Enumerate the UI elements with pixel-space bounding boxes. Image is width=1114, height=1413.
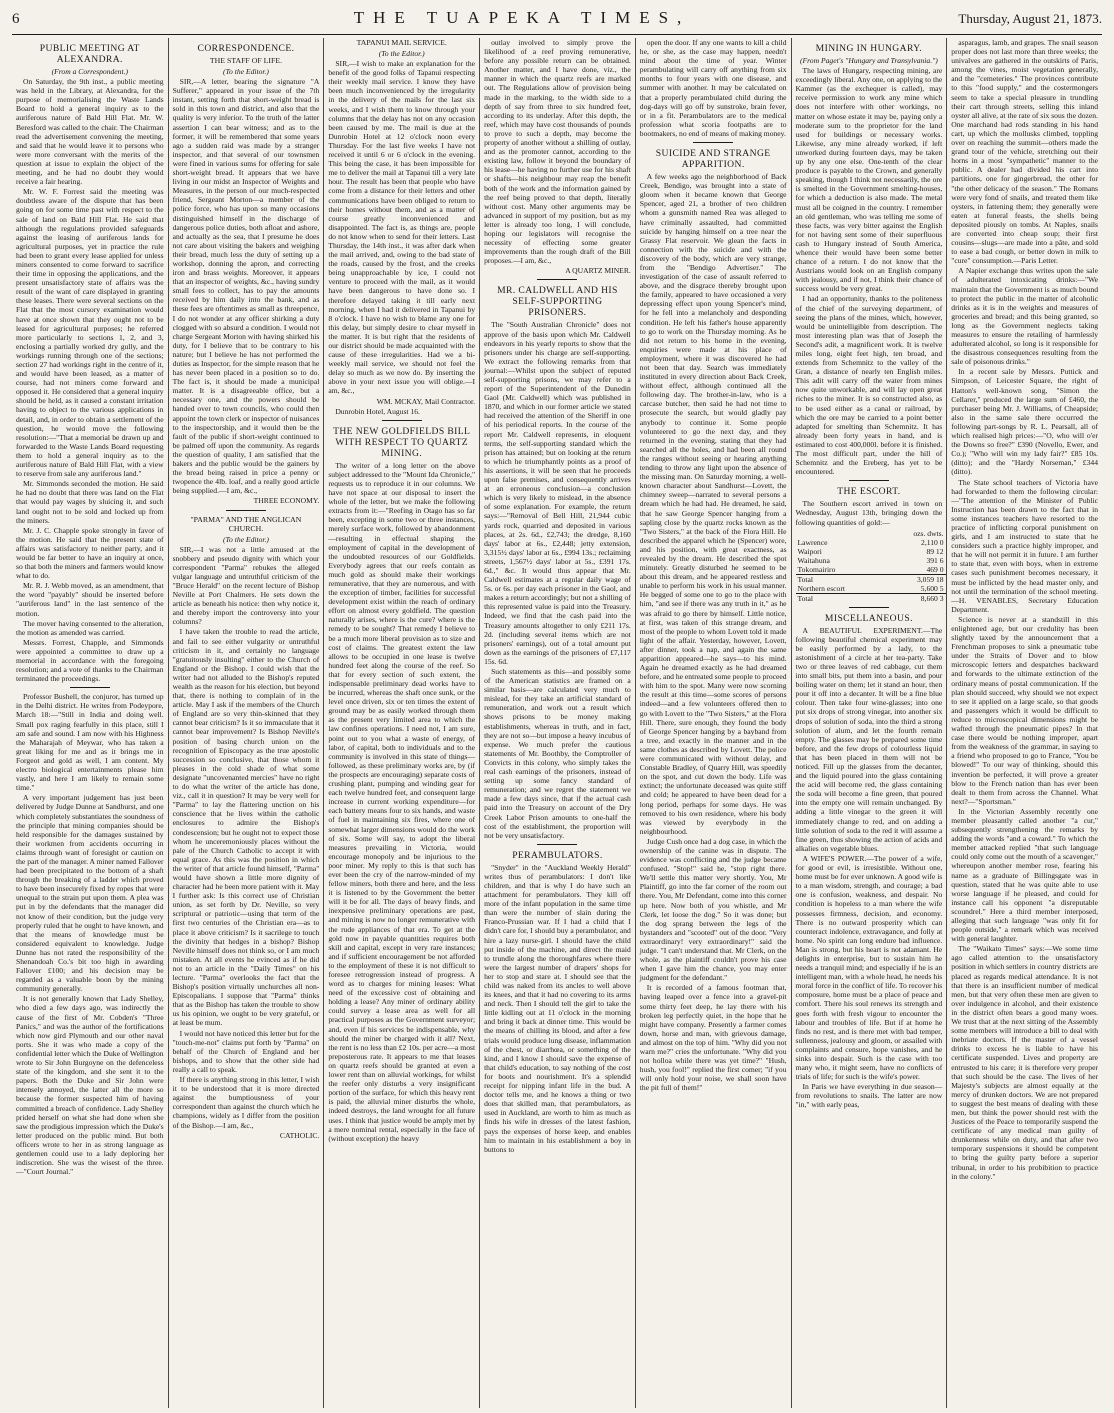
escort-value: 8,660 3 xyxy=(886,593,946,603)
article-paragraph: Mr. J. C. Chapple spoke strongly in favor of the motion. He said that the present state of affairs was satisfactory to neither party, and it would be far better to have an inquiry at once, so that both the miners and farmers would know what to do. xyxy=(16,525,164,581)
escort-table xyxy=(796,529,946,603)
article-subhead: "PARMA" AND THE ANGLICAN CHURCH. xyxy=(190,514,302,533)
article-subhead: TAPANUI MAIL SERVICE. xyxy=(356,38,447,47)
article-paragraph: I had an opportunity, thanks to the politeness of the chief of the surveying department, of seeing the plans of the mines, which, however, would be unintelligible from description. The most interesting plan was that of Joseph the Second's adit, a magnificent work. It is twelve miles long, eight feet high, ten broad, and extends from Schemnitz to the valley of the Gran, a distance of nearly ten English miles. This adit will carry off the water from mines now quite unworkable, and will lay open great riches to the miner. It is so constructed also, as to be used either as a canal or railroad, by which the ore may be carried to a point better adapted for smelting than Schemnitz. It has already been forty years in hand, and is estimated to cost 400,000l. before it is finished. The most difficult part, under the hill of Schemnitz and the Ereberg, has yet to be encountered. xyxy=(795,294,943,477)
article-signature: THREE ECONOMY. xyxy=(253,496,320,506)
article-byline: (To the Editor.) xyxy=(223,534,269,544)
article-paragraph: If there is anything strong in this letter, I wish it to be understood that it is more directed against the bumptiousness of your correspondent than against the church which he champions, widely as I differ from the position of the Bishop.—I am, &c., xyxy=(172,1075,320,1130)
article-paragraph: The writer of a long letter on the above subject addressed to the "Mount Ida Chronicle," requests us to reproduce it in our columns. We have not space at our disposal to insert the whole of the letter, but we make the following extracts from it:—"Reefing in Otago has so far been, excepting in some two or three instances, merely surface work, followed by abandonment—resulting in effectual shaping the employment of capital in the development of the undoubted resources of our Goldfields. Everybody agrees that our reefs contain as much gold as should make their workings remunerative, that they are numerous, and with the exception of timber, facilities for successful development exist within the reach of ordinary effort on almost every goldfield. The question naturally arises, where is the cure? where is the remedy to be sought? That remedy I believe to be a much more liberal provision as to size and cost of claims. The greatest extent the law allows to be occupied in one lease is twelve hundred feet along the course of the reef. So that for every section of such extent, the indispensable preliminary dead works have to be incurred, whereas the shaft once sunk, or the level once driven, six or ten times the extent of ground may be as easily worked through them as the present very limited area to which the law confines operations. I need not, I am sure, point out to you what a waste of energy, of labor, of capital, both to individuals and to the community is involved in this state of things—followed, as these preliminary works are, by (if the prospects are encouraging) separate costs of crushing plant, pumping and winding gear for each twelve hundred feet, and consequent large increase in current working expenditure—for each battery means four to six hands, and waste of fuel in maintaining six fires, where one of somewhat larger dimensions would do the work of six. Some will say, to adopt the liberal measures prevailing in Victoria, would encourage monopoly and be injurious to the poor miner. My reply to this is that such has ever been the cry of the narrow-minded of my fellow miners, both there and here, and the less it is listened to by the Government the better will it be for all. The days of heavy finds, and inexpensive preliminary operations are past, and mining is now no longer remunerative with the rude appliances of that era. To get at the gold now in payable quantities requires both skill and capital, except in very rare instances; and if sufficient encouragement be not afforded to the employment of these it is not difficult to foresee retrogression instead of progress. A word as to charges for mining leases: What need of the excessive cost of obtaining and holding a lease? Any miner of ordinary ability could survey a lease area as well for all practical purposes as the Government surveyor; and, even if his services be indispensable, why should the miner be charged with it all? Next, the rent is no less than £2 10s. per acre—a most preposterous rate. It appears to me that leases on quartz reefs should be granted at even a lower rent than on alluvial workings, for whilst the reefer only disturbs a very insignificant portion of the surface, for which this heavy rent is paid, the alluvial miner disturbs the whole, indeed destroys, the land wrought for all future uses. I think that justice would be amply met by a mere nominal rental, especially in the face of (without exception) the heavy xyxy=(328,460,476,1143)
section-divider xyxy=(693,142,733,143)
article-paragraph: On Saturday, the 9th inst., a public meeting was held in the Library, at Alexandra, for the purpose of memorialising the Waste Lands Board to hold a general inquiry as to the auriferous nature of Bald Hill Flat. Mr. W. Beresford was called to the chair. The Chairman read the advertisement convening the meeting, and said that he would leave it to persons who were more conversant with the merits of the question at issue to explain the object of the meeting, and he had no doubt they would receive a fair hearing. xyxy=(16,77,164,187)
article-paragraph: Science is never at a standstill in this enlightened age, but our credulity has been slightly taxed by the announcement that a Frenchman proposes to sink a pneumatic tube under the Straits of Dover and to blow microscopic letters and despatches backward and forwards to the ultimate extinction of the ordinary means of postal communication. If the plan should succeed, why should we not expect to see it applied on a large scale, so that goods and passengers which it would be difficult to reduce to microscopical dimensions might be wafted through the pneumatic pipes? In that case there would be nothing improper, apart from the weakness of the grammar, in saying to a friend who proposed to go to France, "You be blowed!" To our way of thinking, should this invention be perfected, it will prove a greater blow to the French nation than has ever been dealt to them from across the Channel. What next?—"Sportsman." xyxy=(951,614,1098,806)
article-paragraph: The "Waikato Times" says:—We some time ago called attention to the unsatisfactory position in which settlers in country districts are placed as regards medical attendance. It is not that there is an insufficient number of medical men, but that very often these men are given to over indulgence in alcohol, and their existence in the district often bears a good many woes. We trust that at the next sitting of the Assembly some members will introduce a bill to deal with inebriate doctors. If the master of a vessel drinks to excess he is liable to have his certificate suspended. Lives and property are entrusted to his care; it is therefore very proper that such should be the case. The lives of her Majesty's subjects are almost equally at the mercy of drunken doctors. We are not prepared to suggest the best means of dealing with these men, but think the power should rest with the Justices of the Peace to temporarily suspend the certificate of any medical man guilty of drunkenness while on duty, and that after two temporary suspensions it should be competent to bring the guilty party before a superior tribunal, in order to his probibition to practice in the colony." xyxy=(951,944,1098,1181)
article-paragraph: SIR,—I wish to make an explanation for the benefit of the good folks of Tapanui respecting their weekly mail service. I know they have been much inconvenienced by the irregularity in the delivery of the mails for the last six weeks, and I wish them to know through your columns that the delay has not on any occasion been caused by me. The mail is due at the Dunrobin Hotel at 12 o'clock noon every Thursday. For the last five weeks I have not received it until 6 or 6 o'clock in the evening. This being the case, it has been impossible for me to deliver the mail at Tapanui till a very late hour. The result has been that people who have come from a distance for their letters and other communications have been obliged to return to their homes without them, and as a matter of course greatly inconvenienced and disappointed. The fact is, as things are, people do not know when to send for their letters. Last Thursday, the 14th inst., it was after dark when the mail arrived, and, owing to the bad state of the roads, caused by the frost, and the creeks being unapproachable by ice, I could not venture to proceed with the mail, as it would have been dangerous to have done so. I therefore delayed taking it till early next morning, when I had it delivered in Tapanui by 8 o'clock. I have no wish to blame any one for this delay, but simply desire to clear myself in the matter. It is but right that the residents of our district should be made acquainted with the cause of these irregularities. Had we a bi-weekly mail service, we should not feel the delay so much as we now do. By inserting the above in your next issue you will oblige.—I am, &c., xyxy=(328,59,476,396)
masthead xyxy=(12,8,1102,30)
escort-place: Northern escort xyxy=(797,583,845,593)
escort-value: 5,600 5 xyxy=(920,583,944,593)
masthead-rule xyxy=(12,34,1102,35)
escort-place: Tokomairiro xyxy=(797,564,836,574)
escort-value: 89 12 xyxy=(926,546,944,556)
article-paragraph: The laws of Hungary, respecting mining, are exceedingly liberal. Any one, on applying to the Kammer (as the exchequer is called), may receive permission to work any mine which does not interfere with other workings, no matter on whose estate it may be, paying only a moderate sum to the proprietor for the land used for buildings or necessary works. Likewise, any mine already worked, if left unworked during fourteen days, may be taken up by any one else. One-tenth of the clear produce is payable to the Crown, and generally speaking, though I think not necessarily, the ore is smelted in the Government smelting-houses, for which a deduction is also made. The metal must all be coigned in the country. I remember an old gentleman, who was telling me some of these facts, was very bitter against the English for not having sent some of their superfluous cash to Hungary instead of South America, whence their would have been some better chance of a return. I do not know that the Austrians would look on an English company with jealousy, and if not, I think their chance of success would be very great. xyxy=(795,66,943,294)
section-divider xyxy=(226,510,266,511)
article-byline: (From Paget's "Hungary and Transylvania.") xyxy=(799,56,938,65)
page-number: 6 xyxy=(12,11,20,27)
escort-row xyxy=(796,565,946,575)
article-paragraph: Dunrobin Hotel, August 16. xyxy=(335,406,420,416)
article-paragraph: open the door. If any one wants to kill a child he, or she, as the case may happen, needn't mind about the time of year. Winter perambulating will carry off anything from six months to four years with one disease, and summer with another. It may be calculated on that a properly perambulated child during the dog-days will go off by sunstroke, brain fever, or in a fit. Perambulators are to the medical profession what scoria footpaths are to bootmakers, no end of means of making money. xyxy=(639,38,787,138)
article-paragraph: asparagus, lamb, and grapes. The snail season proper does not last more than three weeks; the univalves are gathered in the outskirts of Paris, among the vines, moist vegetation generally, and the "cemeteries." The provinces contribute to this "food supply," and the costermongers seem to take a special pleasure in trundling their cart through streets, selling this inland oyster all alive, at the rate of six sous the dozen. One marchand had rods standing in his hand cart, up which the mollusks climbed, toppling over on reaching the summit—others made the grand tour of the vehicle, stretching out their horns in a most "sympathetic" manner to the public. A dealer had divided his cart into partitions, one for gingerbread, the other for "the other delicacy of the season." The Romans were very fond of snails, and treated them like oysters, in fattening them; they generally were eaten at funeral feasts, the shells being deposited piously on tombs. At Naples, snails are converted into cheap soup; their first cousins—slugs—are made into a pâte, and sold to ease a bad cough, or better down in milk to "cure" consumption.—Paris Letter. xyxy=(951,38,1098,266)
article-paragraph: It is recorded of a famous footman that, having leaped over a fence into a gravel-pit some thirty feet deep, he lay there with his broken leg perfectly quiet, in the hope that he might have company. Presently a farmer comes down, horse and man, with grievous damage, and almost on the top of him. "Why did you not warn me?" cries the unfortunate. "Why did you not holloa while there was yet time?" "Hush, hush, you fool!" replied the first comer; "if you will only hold your noise, we shall soon have the pit full of them!" xyxy=(639,983,787,1093)
escort-subtotal-row xyxy=(796,574,946,584)
article-headline: SUICIDE AND STRANGE APPARITION. xyxy=(655,148,771,171)
columns xyxy=(12,38,1102,1408)
article-paragraph: A WIFE'S POWER.—The power of a wife, for good or evil, is irresistible. Without one, home must be for ever unknown. A good wife is to a man wisdom, strength, and courage; a bad one is confusion, weakness, and despair. No condition is hopeless to a man where the wife possesses firmness, decision, and economy. There is no outward prosperity which can counteract indolence, extravagance, and folly at home. No spirit can long endure bad influence. Man is strong, but his heart is not adamant. He delights in enterprise, but to sustain him he needs a tranquil mind; and especially if he is an intelligent man, with a whole head, he needs his moral force in the conflict of life. To recover his composure, home must be a place of peace and comfort. There his soul renews its strength and goes forth with fresh vigour to encounter the labour and troubles of life. But if at home he finds no rest, and is there met with bad temper, sullenness, jealousy and gloom, or assailed with complaints and censure, hope vanishes, and he sinks into despair. Such is the case with too many who, it might seem, have no conflicts of trials of life; for such is the wife's power. xyxy=(795,853,943,1082)
section-divider xyxy=(849,480,889,481)
article-headline: MINING IN HUNGARY. xyxy=(815,43,923,54)
article-byline: (From a Correspondent.) xyxy=(51,67,129,76)
article-paragraph: The State school teachers of Victoria have had forwarded to them the following circular:—"The attention of the Minister of Public Instruction has been drawn to the fact that in some instances teachers have resorted to the practice of inflicting corporal punishment on girls, and I am instructed to state that he considers such a practice highly improper, and that he will not permit it in future. I am further to state that, even with boys, when in extreme cases such punishment becomes necessary, it must be inflicted by the head master only, and not until the termination of the school meeting.—H. VENABLES, Secretary Education Department. xyxy=(951,477,1098,614)
article-paragraph: outlay involved to simply prove the likelihood of a reef proving remunerative, before any possible return can be obtained. Another matter, and I have done, viz., the manner in which the quartz reefs are marked out. The Regulations allow of provision being made in the marking, to the width side to a depth of say from three to six hundred feet, according to its underlay. After this depth, the reef, which may have cost thousands of pounds to prove to such a depth, may become the property of another without a shilling of outlay, and as the promoter cannot, according to the existing law, follow it beyond the boundary of his lease—he having no further use for his shaft or shafts—his neighbour may reap the benefit both of the work and the information gained by the reef being proved to that depth, literally without cost. Many other arguments may be advanced in support of my position, but as my letter is already too long, I will conclude, hoping our legislators will recognise the necessity of effecting some greater improvements than the rough draft of the Bill proposes.—I am, &c., xyxy=(484,38,631,266)
escort-row xyxy=(796,547,946,556)
escort-row xyxy=(796,556,946,565)
article-paragraph: I would not have noticed this letter but for the "touch-me-not" claims put forth by "Parma" on behalf of the Church of England and her bishops, and to show that the other side had really a call to speak. xyxy=(172,1028,320,1074)
escort-value: 2,110 0 xyxy=(921,537,944,547)
article-byline: (To the Editor.) xyxy=(223,67,269,76)
article-headline: MR. CALDWELL AND HIS SELF-SUPPORTING PRISONERS. xyxy=(497,285,618,319)
column-5 xyxy=(635,38,791,1408)
column-7 xyxy=(946,38,1102,1408)
article-byline: (To the Editor.) xyxy=(378,49,425,58)
escort-row xyxy=(796,538,946,547)
article-paragraph: In the Victorian Assembly recently one member pleasantly called another "a cur," subsequently strengthening the remarks by adding the words "and a coward." To which the member attacked replied "that such language could only come out the mouth of a scavenger," whereupon another member rose, fearing his name as a graduate of Billingsgate was in question, stated that he was quite able to use worse language if he pleased, and could for instance call his opponent "a disreputable scoundrel." Here a third member interposed, alleging that such language "was only fit for people outside," a remark which was received with general laughter. xyxy=(951,806,1098,944)
escort-total-row xyxy=(796,593,946,603)
article-paragraph: The mover having consented to the alteration, the motion as amended was carried. xyxy=(16,618,164,637)
article-paragraph: Mr. R. J. Webb moved, as an amendment, that the word "payably" should be inserted before "auriferous land" in the last sentence of the motion. xyxy=(16,581,164,618)
column-4 xyxy=(479,38,635,1408)
article-paragraph: A Napier exchange thus writes upon the sale of adulterated intoxicating drinks:—"We maintain that the Government is as much bound to protect the public in the matter of alcoholic drinks as it is in the weights and measures of groceries and bread; and this being granted, so long as the Government neglects taking measures to ensure the retailing of harmlessly adulterated alcohol, so long is it responsible for the disastrous consequences resulting from the sale of poisonous drinks." xyxy=(951,266,1098,367)
article-paragraph: In Paris we have everything in due season—from revolutions to snails. The latter are now "in," with early peas, xyxy=(795,1082,943,1110)
section-divider xyxy=(382,420,422,421)
escort-value: 469 0 xyxy=(926,564,944,574)
escort-northern-row xyxy=(796,584,946,594)
article-paragraph: SIR,—A letter, bearing the signature "A Sufferer," appeared in your issue of the 7th instant, setting forth that short-weight bread is sold in this town and district, and also that the quality is very inferior. To the truth of the latter assertion I can bear witness; and as to the former, it will be remembered that some years ago a sudden raid was made by a stranger inspector, and that several of our townsmen were fined in various sums for offering for sale short-weight bread. It appears that we have living in our midst an Inspector of Weights and Measures, in the person of our much-respected friend, Sergeant Morton—a member of the police force, who has upon so many occasions distinguished himself in the discharge of dangerous police duties, both afloat and ashore, and actually as the sea, that I presume he does not care about visiting the bakers and weighing their bread, much less the duty of setting up a workshop, donning the apron, and correcting iron and brass weights. Moreover, it appears that an inspector of weights, &c., having sundry small fees to collect, has to pay the amounts received by him daily into the bank, and as these fees are oftentimes as small as threepence, I do not wonder at any officer shirking a duty clogged with so absurd a condition. I would not charge Sergeant Morton with having shirked his duty, for I believe that to be contrary to his nature; but I believe he has not performed the duties as Inspector, for the simple reason that he has never been placed in a position so to do. The fact is, it should be made a municipal matter. It is a disagreeable office, but a necessary one, and the powers should be handed over to town councils, who could then appoint the town clerk or inspector of nuisances to the inspectorship, and it would then be the fault of the public if short-weight continued to be palmed off upon the community. As regards the question of quality, I am satisfied that the bakers and the public would be the gainers by the bread being raised in price a penny or twopence the 4lb. loaf, and a really good article being supplied.—I am, &c., xyxy=(172,77,320,496)
column-1 xyxy=(12,38,168,1408)
escort-place: Lawrence xyxy=(797,537,828,547)
article-signature: WM. MCKAY, Mail Contractor. xyxy=(376,396,476,406)
article-headline: THE ESCORT. xyxy=(837,486,901,498)
escort-place: Waitahuna xyxy=(797,555,830,565)
article-paragraph: The Southern escort arrived in town on Wednesday, August 13th, bringing down the following quantities of gold:— xyxy=(795,499,943,527)
article-paragraph: A BEAUTIFUL EXPERIMENT.—The following beautiful chemical experiment may be easily performed by a lady, to the astonishment of a circle at her tea-party. Take two or three leaves of red cabbage, cut them into small bits, put them into a basin, and pour boiling water on them; let it stand an hour, then pour it off into a decanter. It will be a fine blue colour. Then take four wine-glasses; into one put six drops of strong vinegar, into another six drops of solution of soda, into the third a strong solution of alum, and let the fourth remain empty. The glasses may be prepared some time before, and the few drops of colourless liquid that has been placed in them will not be noticed. Fill up the glasses from the decanter, and the liquid poured into the glass containing the acid will become red, the glass containing the soda will become a fine green, that poured into the empty one will remain unchanged. By adding a little vinegar to the green it will immediately change to red, and on adding a little solution of soda to the red it will assume a fine green, thus showing the action of acids and alkalies on vegetable blues. xyxy=(795,625,943,853)
section-divider xyxy=(537,844,577,845)
column-3 xyxy=(323,38,479,1408)
column-6 xyxy=(791,38,947,1408)
section-divider xyxy=(70,687,110,688)
article-paragraph: A very important judgement has just been delivered by Judge Dunne at Sandhurst, and one which completely substantiates the soundness of the principle that mining companies should be held responsible for the damages sustained by their workmen from accidents occurring in claims through want of foresight or caution on the part of the manager. A miner named Fallover had been precipitated to the bottom of a shaft through the breaking of a ladder which proved to have been insecurely fixed by ropes that were unequal to the strain put upon them. A plea was put in by the defendants that the manager did not know of their condition, but the judge very properly ruled that he ought to have known, and that the means of knowledge must be considered equivalent to knowledge. Judge Dunne has not rated the responsibility of the Shenandoah Co.'s bit too high in awarding Fallover £100; and his decision may be regarded as a valuable boon by the mining community generally. xyxy=(16,793,164,994)
article-paragraph: It is not generally known that Lady Shelley, who died a few days ago, was indirectly the cause of the first of Mr. Cobden's "Three Panics," and was the author of the fortifications which now gird Plymouth and our other naval ports. She it was who made a copy of the confidential letter which the Duke of Wellington wrote to Sir John Burgoyne on the defenceless state of the kingdom, and she sent it to the papers. Both the Duke and Sir John were intensely annoyed, the latter all the more so because the former suspected him of having committed a breach of confidence. Lady Shelley prided herself on what she had done when she saw the prodigious impression which the Duke's letter produced on the public mind. But both officers wrote to her in as strong language as gentlemen could use to a lady deploring her indiscretion. She was the wisest of the three.—"Court Journal." xyxy=(16,994,164,1177)
article-paragraph: Mr. Simmonds seconded the motion. He said he had no doubt that there was land on the Flat that would pay wages by sluicing it, and such land ought not to be sold and locked up from the miners. xyxy=(16,479,164,525)
section-divider xyxy=(849,607,889,608)
article-paragraph: SIR,—I was not a little amused at the snobbery and pseudo dignity with which your correspondent "Parma" rebukes the alleged vulgar language and untruthful criticism of the "Bruce Herald" on the recent lecture of Bishop Neville at Port Chalmers. He sets down the article as beneath his notice: then why notice it, and thereby import the controversy into your columns? xyxy=(172,544,320,627)
article-paragraph: Messrs. Forrest, Chapple, and Simmonds were appointed a committee to draw up a memorial in accordance with the foregoing resolution; and a vote of thanks to the Chairman terminated the proceedings. xyxy=(16,637,164,684)
article-paragraph: Mr. W. F. Forrest said the meeting was doubtless aware of the dispute that has been going on for some time past with respect to the sale of land on Bald Hill Flat. He said that although the regulations provided safeguards against the leasing of auriferous lands for agricultural purposes, yet in practice the rule had been to grant every lease applied for unless miners consented to come forward to sacrifice their time in opposing the applications, and the present unsatisfactory state of affairs was the result of the want of care displayed in granting these leases. There were several sections on the Flat that the most cursory examination would have at once shown that they ought not to be leased for agricultural purposes; he referred more particularly to sections 1, 2, and 3, enclosing a partially worked dry gully, and the workings running through one of the sections; section 27 had workings right in the centre of it, and would have been leased, as a matter of course, had not miners come forward and opposed it. He considered that a general inquiry should be held, as it caused a constant irritation having to object to the various applications in detail, and, in order to obtain a settlement of the question, he would move the following resolution:—"That a memorial be drawn up and forwarded to the Waste Lands Board requesting them to hold a general inquiry as to the auriferous nature of Bald Hill Flat, with a view to reserve from sale any auriferous land." xyxy=(16,187,164,479)
article-headline: THE NEW GOLDFIELDS BILL WITH RESPECT TO QUARTZ MINING. xyxy=(333,425,471,459)
article-headline: CORRESPONDENCE. xyxy=(197,43,295,54)
newspaper-title: THE TUAPEKA TIMES, xyxy=(353,8,691,27)
escort-place xyxy=(796,529,886,538)
section-divider xyxy=(537,279,577,280)
article-paragraph: The "South Australian Chronicle" does not approve of the basis upon which Mr. Caldwell endeavors in his yearly reports to show that the prisoners under his charge are self-supporting. We extract the following remarks from that journal:—Whilst upon the subject of reputed self-supporting prisons, we may refer to a report of the Superintendent of the Dunedin Gaol (Mr. Caldwell) which was published in 1870, and which in our former article we stated had received the attention of the Sheriff in one of his periodical reports. In the course of the report Mr. Caldwell represents, in eloquent terms, the self-supporting standard which the prison has attained; but on looking at the return to which he triumphantly points as a proof of his assertions, it will be seen that he proceeds upon false premises, and consequently arrives at an erroneous conclusion—a conclusion which is very likely to mislead, in the absence of some explanation. For example, the return says:—"Removal of Bell Hill, 21,944 cubic yards rock, quarried and deposited in various places, at 2s. 6d., £2,743; the dredge, 8,160 days' labor at 6s., £2,448; jetty extension, 3,315½ days' labor at 6s., £994 13s.; reclaiming streets, 1,567½ days' labor at 5s., £391 17s. 6d.," &c. It would thus appear that Mr. Caldwell estimates at a regular daily wage of 5s. or 6s. per day each prisoner in the Gaol, and makes a return accordingly; but not a shilling of this represented value is paid into the Treasury. Indeed, we find that the cash paid into the Treasury amounts altogether to only £211 17s. 2d. (including several items which are not prisoners' earnings), out of a total amount put down as the earnings of the prisoners of £7,117 15s. 6d. xyxy=(484,320,631,666)
article-paragraph: Professor Bushell, the conjuror, has turned up in the Delhi district. He writes from Podeypore, March 18:—"Still in India and doing well. Small pox raging fearfully in this place, still I am safe and sound. I am now with his Highness the Maharajah of Meywar, who has taken a great liking for me and as it brings me in Forgeot and gold as well, I am content. My electro biological entertainments please him vastly, and here I am likely to remain some time." xyxy=(16,692,164,793)
escort-place: Total xyxy=(796,593,886,603)
escort-unit-row xyxy=(796,529,946,538)
article-paragraph: Such statements as this—and possibly some of the American statistics are framed on a similar basis—are calculated very much to mislead, for they take an artificial standard of remuneration, and work out a result which shows prisons to be money making establishments, whereas in truth, and in fact, they are not so—but impose a heavy incubus of expense. We much prefer the cautious statements of Mr. Boothby, the Comptroller of Convicts in this colony, who simply takes the real cash earnings of the prisoners, instead of setting up some fancy standard of remuneration; and we regret the statement we made a few days since, that if the actual cash paid into the Treasury on account of the Dry Creek Labor Prison amounts to one-half the cost of the establishment, the proportion will not be very unsatisfactory. xyxy=(484,667,631,840)
article-headline: PERAMBULATORS. xyxy=(512,849,603,861)
column-2 xyxy=(168,38,324,1408)
escort-place: Total xyxy=(796,574,886,584)
article-headline: PUBLIC MEETING AT ALEXANDRA. xyxy=(39,43,140,65)
article-paragraph: I have taken the trouble to read the article, and fail to see either vulgarity or untruthful criticism in it, and certainly no language "gratuitously insulting" either to the Church of England or the Bishop. I could wish that the writer had not alluded to the Bishop's reputed wealth as the reason for his election, but beyond that, there is nothing to complain of in the article. May I ask if the members of the Church of England are so very thin-skinned that they cannot bear criticism? Is it so immaculate that it cannot bear improvement? Is Bishop Neville's position of basing church union on the recognition of Episcopacy as the true apostolic succession so conclusive, that those whom it pleases in the cold shade of what some designate "uncovenanted mercies" have no right to do what the writer of the article has done, viz., call it in question? It may be very well for "Parma" to lay the flattering unction on his conscience that he lives within the catholic enclosures to admire the Bishop's condescension; but he ought not to expect those whom he unceremoniously places without the pale of the Church Catholic to accept it with equal grace. As this was the position in which the writer of that article found himself, "Parma" would have shown a little more dignity of character had he been more patient with it. May I further ask: Is this correct use of Christian union, as set forth by Dr. Neville, so very scriptural or patriotic—using that term of the first two centuries of the Christian era—as to place it above criticism? Is it sacrilege to touch the divinity that hedges in a bishop? Bishop Neville himself does not think so, or I am much mistaken. At all events he evinced as if he did not to an article in the "Daily Times" on his lecture. "Parma" overlooks the fact that the Bishop's position virtually unchurches all non-Episcopalians. I suppose that "Parma" thinks that as the Bishop has taken the trouble to show us his opinion, we ought to be very grateful, or at least be mum. xyxy=(172,627,320,1028)
article-headline: MISCELLANEOUS. xyxy=(824,612,913,624)
issue-date: Thursday, August 21, 1873. xyxy=(958,11,1102,26)
escort-value: 3,059 18 xyxy=(886,574,946,584)
escort-value: ozs. dwts. xyxy=(913,528,944,538)
article-paragraph: "Snyder" in the "Auckland Weekly Herald" writes thus of perambulators: I don't like children, and that is why I do have such an attachment for perambulators. They kill off more of the infant population in the same time than were the number of slain during the Franco-Prussian war. If I had a child that I didn't care for, I should buy a perambulator, and hire a lazy nurse-girl. I should have the child put inside of the machine, and direct the maid to trundle along the thoroughfares where there were the largest number of drapers' shops for her to stop and stare at. I should see that the child was naked from its ancles to well above its knees, and that it had no covering to its arms and neck. Then I should tell the girl to take the little kidling out at 11 o'clock in the morning and bring it back at dinner time. This would be the means of chilling its blood, and after a few trials would produce lung disease, inflammation of the chest, or diarrhœa, or something of the kind, and I know I should save the expense of that child's education, to say nothing of the cost for boots and nourishment. It's a splendid receipt for nipping infant life in the bud. A doctor tells me, and he knows a thing or two does that skilled man, that perambulators, as used in Auckland, are worth to him as much as finds his wife in dresses of the latest fashion, pays the expenses of horse keep, and enables him to maintain in his establishment a boy in buttons to xyxy=(484,862,631,1154)
article-paragraph: Judge Cush once had a dog case, in which the ownership of the canine was in dispute. The evidence was conflicting and the judge became confused. "Stop!" said he, "stop right there. We'll settle this matter very shortly. You, Mr Plaintiff, go into the far corner of the room out there. You, Mr Defendant, come into this corner up here. Now both of you whistle, and Mr Clerk, let loose the dog." So it was done; but the dog sprang between the legs of the bystanders and "scooted" out of the door. "Very extraordinary! very extraordinary!" said the judge. "I can't understand that. Mr Clerk, on the whole, as the plaintiff couldn't prove his case when I gave him the chance, you may enter judgment for the defendant." xyxy=(639,836,787,983)
escort-place: Waipori xyxy=(797,546,822,556)
article-signature: A QUARTZ MINER. xyxy=(565,266,631,276)
article-signature: CATHOLIC. xyxy=(279,1130,320,1140)
article-subhead: THE STAFF OF LIFE. xyxy=(209,56,283,65)
escort-value: 391 6 xyxy=(926,555,944,565)
article-paragraph: In a recent sale by Messrs. Puttick and Simpson, of Leicester Square, the right of Hatton's well-known song, "Simon the Cellarer," produced the large sum of £460, the purchaser being Mr. J. Williams, of Cheapside; also in the same sale there occurred the following part-songs by R. L. Pearsall, all of which realised high prices:—"O, who will o'er the Downs so free?" £390 (Novello, Ewer, and Co.); "Who will win my lady fair?" £85 10s. (ditto); and the "Hardy Norseman," £344 (ditto). xyxy=(951,367,1098,477)
article-paragraph: A few weeks ago the neighborhood of Back Creek, Bendigo, was brought into a state of gloom when it became known that George Spencer, aged 21, a brother of two children whom a gunsmith named Rea was alleged to have criminally assaulted, had committed suicide by hanging himself on a tree near the Grassy Flat reservoir. We glean the facts in connection with the suicide and with the discovery of the body, which are very strange, from the "Bendigo Advertiser." The investigation of the case of assault referred to above, and the disgrace thereby brought upon the family, appeared to have occasioned a very depressing effect upon young Spencer's mind, for he fell into a melancholy and desponding condition. He left his father's house apparently to go to work on the Thursday morning. As he did not return to his home in the evening, enquiries were made at his place of employment, where it was discovered he had not been that day. Search was immediately instituted in every direction about Back Creek, without effect, although continued all the following day. The brother-in-law, who is a carcase butcher, then said he had not time to prosecute the search, but would gladly pay anybody to continue it. Some people volunteered to go the next day, and they returned in the evening, stating that they had searched all the holes, and had been all round the ranges without seeing or hearing anything tending to throw any light upon the absence of the missing man. On Saturday morning, a well-known character about Sandhurst—Lovett, the chimney sweep—narrated to several persons a dream which he had had. He dreamed, he said, that he saw George Spencer hanging from a sapling close by the quartz rocks known as the "Two Sisters," at the back of the Flora Hill. He described the apparel which he (Spencer) wore, and his position, with great exactness, as revealed by the dream. He described the spot minutely. Greatly disturbed he seemed to be about this dream, and he appeared restless and unable to perform his work in his usual manner. He begged of some one to go to the place with him, "and see if there was any truth in it," as he was afraid to go there by himself. Little notice, at first, was taken of this strange dream, and most of the people to whom Lovett told it made light of the affair. Yesterday, however, Lovett, after dinner, took a nap, and again the same apparition appeared—he says—to his mind. Again he dreamed exactly as he had dreamed before, and he entreated some people to proceed with him to the spot. Many were now scorning the result at this time—some scores of persons indeed—and a few volunteers offered then to go with Lovett to the "Two Sisters," at the Flora Hill. There, sure enough, they found the body of George Spencer hanging by a bayband from a tree, and exactly in the manner and in the same clothes as described by Lovett. The police were communicated with without delay, and Constable Bradley, of Quarry Hill, was speedily on the spot, and cut down the body. Life was extinct; the unfortunate deceased was quite stiff and cold; he appeared to have been dead for a long period, perhaps for some days. He was removed to his own residence, where his body was viewed by everybody in the neighbourhood. xyxy=(639,172,787,836)
